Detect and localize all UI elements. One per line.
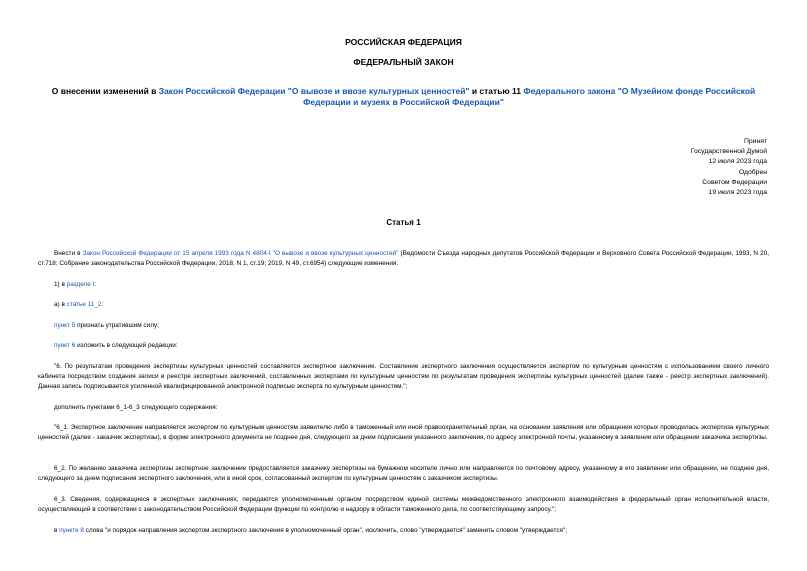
title-link-federal-law[interactable]: Федерального закона "О Музейном фонде Российской Федерации и музеях в Российской Федерации" — [303, 86, 756, 107]
point-6-link[interactable]: пункт 6 — [54, 342, 76, 349]
law-title — [40, 86, 767, 108]
point-5-rest: признать утратившим силу; — [75, 322, 159, 329]
section-i-link[interactable]: разделе I — [66, 281, 95, 288]
acceptance-block — [567, 137, 767, 198]
item-point-6 — [54, 341, 178, 351]
quote-point-6-1: "6_1. Экспертное заключение направляется экспертом по культурным ценностям заявителю либо в таможенный или иной правоохранительный орган, на основании заявления или обращения которых проводилась экспертиза культурных ценностей (далее - заказчик экспертизы), в форме электронного документа не позднее дня, следующего за днем подписания указанного заключения, по адресу электронной почты, указанному в заявлении или обращении заказчика экспертизы. — [38, 424, 769, 442]
intro-paragraph — [38, 249, 769, 269]
supplement-paragraph: дополнить пунктами 6_1-6_3 следующего содержания: — [54, 404, 218, 411]
item-a-suffix: : — [101, 301, 104, 308]
item-1-suffix: : — [94, 281, 97, 288]
approved-body: Советом Федерации — [702, 178, 767, 186]
approved-date: 19 июля 2023 года — [708, 189, 767, 197]
quote-point-6-2: 6_2. По желанию заказчика экспертизы экспертное заключение предоставляется заказчику экспертизы на бумажном носителе лично или направляется по почтовому адресу, указанному в его заявлении или обращении, не позднее дня, следующего за днем подписания экспертного заключения, или в иной срок, согласованный экспертом по культурным ценностям с заказчиком экспертизы. — [38, 465, 769, 483]
item-1 — [54, 280, 96, 290]
accepted-label: Принят — [743, 138, 767, 145]
approved-label: Одобрен — [738, 168, 767, 176]
item-a — [54, 300, 103, 310]
intro-law-link[interactable]: Закон Российской Федерации от 15 апреля 1993 года N 4804-I "О вывозе и ввозе культурных ценностей" — [82, 250, 399, 257]
federation-heading: РОССИЙСКАЯ ФЕДЕРАЦИЯ — [345, 37, 462, 47]
item-point-8 — [38, 526, 769, 536]
point-8-rest: слова "и порядок направления экспертом экспертного заключения в уполномоченный орган", исключить, слово "утверждается" заменить словом "утверждается"; — [83, 527, 568, 534]
item-point-5 — [54, 321, 159, 331]
item-a-prefix: а) в — [54, 301, 67, 308]
title-prefix: О внесении изменений в — [51, 86, 159, 96]
item-1-prefix: 1) в — [54, 281, 67, 288]
quote-point-6-3: 6_3. Сведения, содержащиеся в экспертных заключениях, передаются уполномоченным органом посредством единой системы межведомственного электронного взаимодействия в федеральный орган исполнительной власти, осуществляющий в соответствии с законодательством Российской Федерации функции по контролю и надзору в области таможенного дела, по соответствующему запросу."; — [38, 496, 769, 514]
accepted-body: Государственной Думой — [690, 148, 767, 156]
intro-rest: (Ведомости Съезда народных депутатов Российской Федерации и Верховного Совета Российской Федерации, 1993, N 20, ст.718; Собрание законодательства Российской Федерации, 2018, N 1, ст.19; 2019, N 49, ст.6954) следующие изменения: — [38, 250, 769, 268]
law-type-heading: ФЕДЕРАЛЬНЫЙ ЗАКОН — [353, 57, 454, 67]
point-8-prefix: в — [54, 527, 60, 534]
point-8-link[interactable]: пункте 8 — [59, 527, 84, 534]
point-5-link[interactable]: пункт 5 — [54, 322, 76, 329]
intro-prefix: Внести в — [54, 250, 83, 257]
article-11-2-link[interactable]: статье 11_2 — [66, 301, 102, 308]
article-title: Статья 1 — [386, 218, 421, 227]
title-mid: и статью 11 — [469, 86, 524, 96]
accepted-date: 12 июля 2023 года — [708, 158, 767, 166]
point-6-rest: изложить в следующей редакции: — [75, 342, 178, 349]
title-link-law[interactable]: Закон Российской Федерации "О вывозе и ввозе культурных ценностей" — [158, 86, 470, 96]
quote-point-6: "6. По результатам проведения экспертизы культурных ценностей составляется экспертное заключение. Составление экспертного заключения осуществляется экспертом по культурным ценностям с использованием своего личного кабинета посредством создания записи в реестре экспертных заключений, составленных экспертами по культурным ценностям по результатам проведения экспертизы культурных ценностей (далее также - реестр экспертных заключений). Данная запись подписывается усиленной квалифицированной электронной подписью эксперта по культурным ценностям."; — [38, 363, 769, 391]
